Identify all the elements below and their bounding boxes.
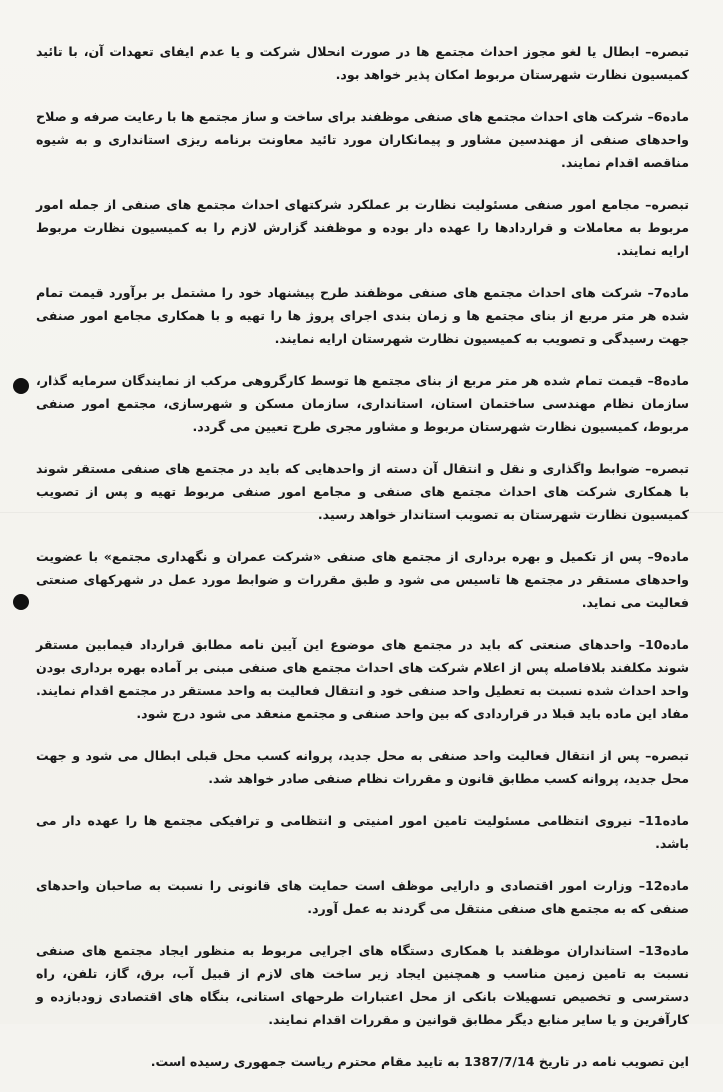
- note-paragraph: تبصره– ضوابط واگذاری و نقل و انتقال آن دسته از واحدهایی که باید در مجتمع های صنفی مستقر شوند با همکاری شرکت های احداث مجتمع های صنفی و مجامع امور صنفی مربوط تهیه و پس از تصویب کمیسیون نظارت شهرستان به تصویب استاندار خواهد رسید.: [36, 461, 689, 522]
- article-12: ماده12– وزارت امور اقتصادی و دارایی موظف است حمایت های قانونی را نسبت به صاحبان واحدهای صنفی که به مجتمع های صنفی منتقل می گردند به عمل آورد.: [36, 878, 689, 916]
- document-body: [36, 40, 689, 1092]
- punch-hole: [13, 594, 29, 610]
- article-7: ماده7– شرکت های احداث مجتمع های صنفی موظفند طرح پیشنهاد خود را مشتمل بر برآورد قیمت تمام شده هر متر مربع از بنای مجتمع ها و زمان بندی اجرای پروژ ها را تهیه و با همکاری مجامع امور صنفی جهت رسیدگی و تصویب به کمیسیون نظارت شهرستان ارایه نمایند.: [36, 285, 689, 346]
- approval-statement: این تصویب نامه در تاریخ 1387/7/14 به تایید مقام محترم ریاست جمهوری رسیده است.: [150, 1054, 689, 1069]
- article-11: ماده11– نیروی انتظامی مسئولیت تامین امور امنیتی و انتظامی و ترافیکی مجتمع ها را عهده دار می باشد.: [36, 813, 689, 851]
- article-8: ماده8– قیمت تمام شده هر متر مربع از بنای مجتمع ها توسط کارگروهی مرکب از نمایندگان سرمایه گذار، سازمان نظام مهندسی ساختمان استان، استانداری، سازمان مسکن و شهرسازی، مجتمع امور صنفی مربوط، کمیسیون نظارت شهرستان مربوط و مشاور مجری طرح تعیین می گردد.: [36, 373, 689, 434]
- article-6: ماده6– شرکت های احداث مجتمع های صنفی موظفند برای ساخت و ساز مجتمع ها با رعایت صرفه و صلاح واحدهای صنفی از مهندسین مشاور و پیمانکاران مورد تائید معاونت برنامه ریزی استانداری و به شیوه مناقصه اقدام نمایند.: [36, 109, 689, 170]
- note-paragraph: تبصره– پس از انتقال فعالیت واحد صنفی به محل جدید، پروانه کسب محل قبلی ابطال می شود و جهت محل جدید، پروانه کسب مطابق قانون و مقررات نظام صنفی صادر خواهد شد.: [36, 748, 689, 786]
- note-paragraph: تبصره– ابطال یا لغو مجوز احداث مجتمع ها در صورت انحلال شرکت و یا عدم ایفای تعهدات آن، با تائید کمیسیون نظارت شهرستان مربوط امکان پذیر خواهد بود.: [36, 44, 689, 82]
- article-13: ماده13– استانداران موظفند با همکاری دستگاه های اجرایی مربوط به منظور ایجاد مجتمع های صنفی نسبت به تامین زمین مناسب و همچنین ایجاد زیر ساخت های لازم از قبیل آب، برق، گاز، تلفن، راه دسترسی و تخصیص تسهیلات بانکی از محل اعتبارات طرحهای استانی، بنگاه های اقتصادی زودبازده و کارآفرین و یا سایر منابع دیگر مطابق قوانین و مقررات اقدام نمایند.: [36, 943, 689, 1027]
- note-paragraph: تبصره– مجامع امور صنفی مسئولیت نظارت بر عملکرد شرکتهای احداث مجتمع های صنفی از جمله امور مربوط به معاملات و قراردادها را عهده دار بوده و موظفند گزارش لازم را به کمیسیون نظارت مربوط ارایه نمایند.: [36, 197, 689, 258]
- article-9: ماده9– پس از تکمیل و بهره برداری از مجتمع های صنفی «شرکت عمران و نگهداری مجتمع» با عضویت واحدهای مستقر در مجتمع ها تاسیس می شود و طبق مقررات و ضوابط مورد عمل در شهرکهای صنعتی فعالیت می نماید.: [36, 549, 689, 610]
- article-10: ماده10– واحدهای صنعتی که باید در مجتمع های موضوع این آیین نامه مطابق قرارداد فیمابین مستقر شوند مکلفند بلافاصله پس از اعلام شرکت های احداث مجتمع های صنفی مبنی بر آماده بهره برداری بودن واحد احداث شده نسبت به تعطیل واحد صنفی خود و انتقال فعالیت به واحد مستقر در مجتمع اقدام نمایند. مفاد این ماده باید قبلا در قراردادی که بین واحد صنفی و مجتمع منعقد می شود درج شود.: [36, 637, 689, 721]
- punch-hole: [13, 378, 29, 394]
